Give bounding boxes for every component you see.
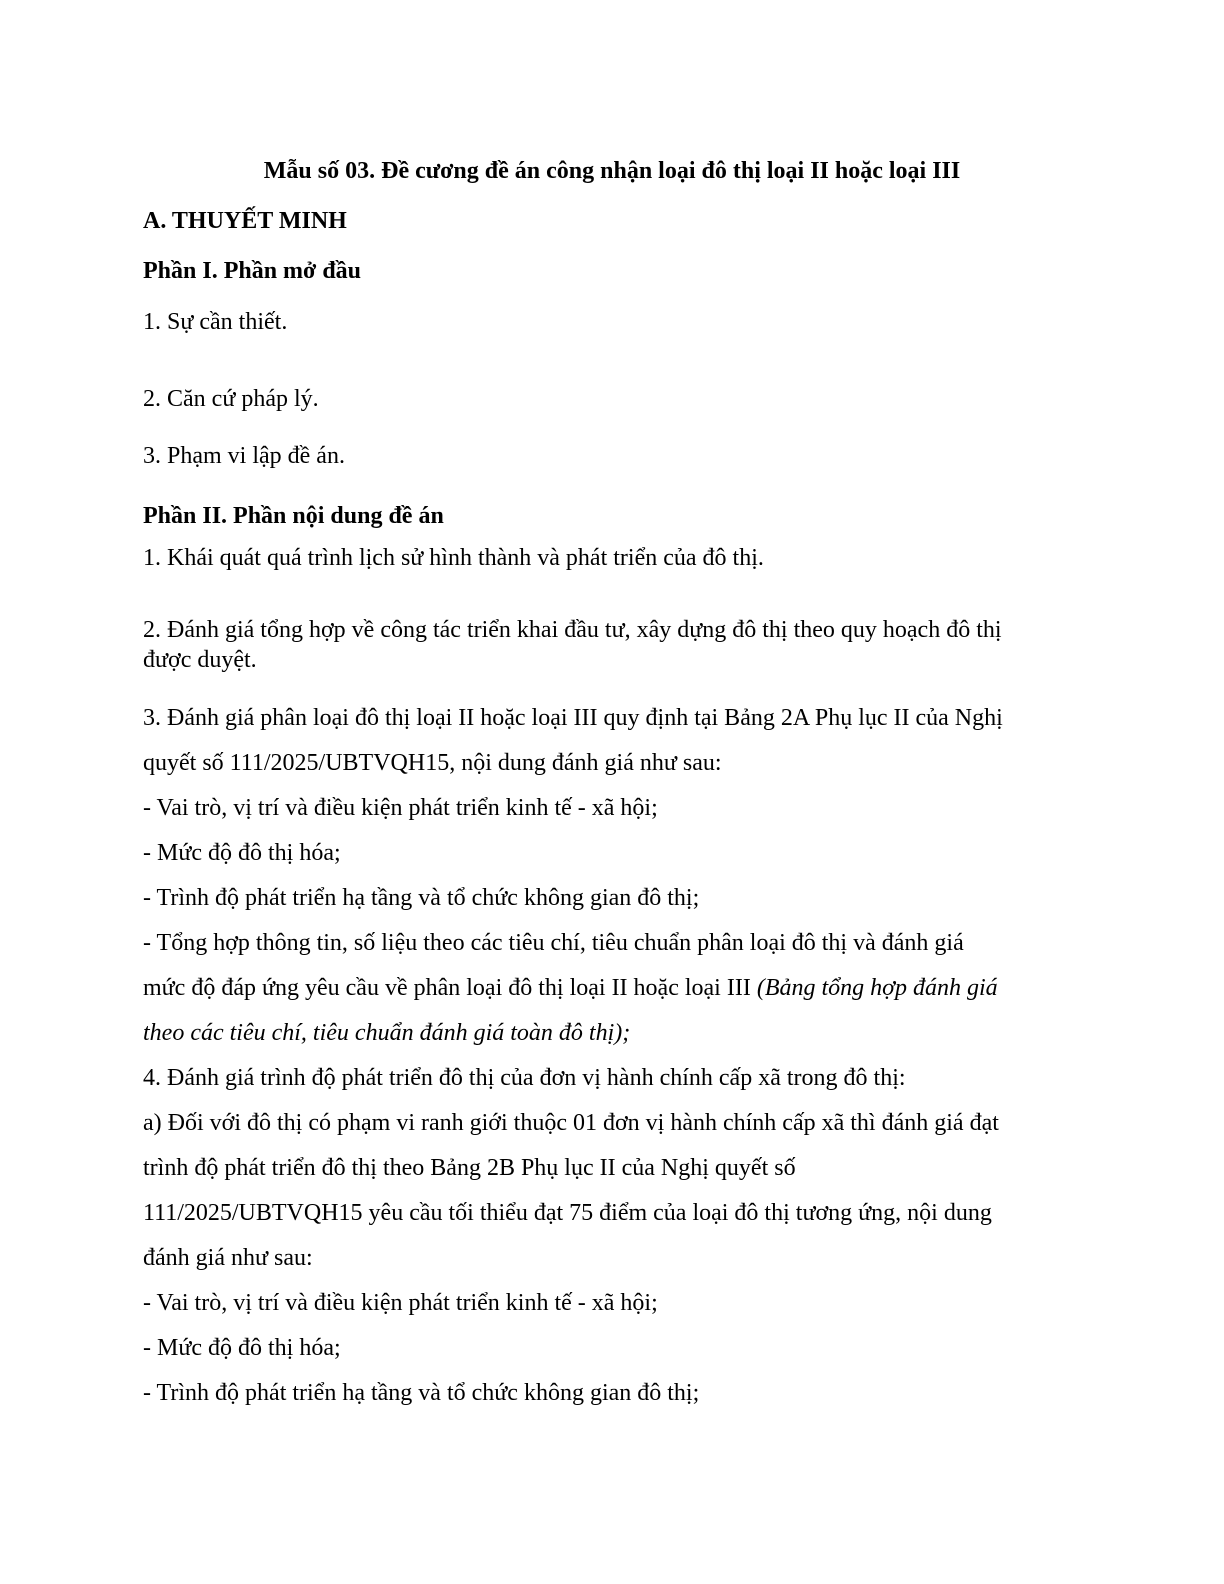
- part2-item4a-line2: trình độ phát triển đô thị theo Bảng 2B Phụ lục II của Nghị quyết số: [143, 1155, 796, 1181]
- part2-item4a-line1: a) Đối với đô thị có phạm vi ranh giới thuộc 01 đơn vị hành chính cấp xã thì đánh giá đạt: [143, 1110, 999, 1136]
- document-title: Mẫu số 03. Đề cương đề án công nhận loại đô thị loại II hoặc loại III: [263, 158, 961, 184]
- part2-item4a-bullet2: - Mức độ đô thị hóa;: [143, 1335, 341, 1361]
- part2-item3-bullet4-line2: [143, 974, 998, 1002]
- bullet4-line2-text: mức độ đáp ứng yêu cầu về phân loại đô thị loại II hoặc loại III: [143, 975, 757, 1001]
- part2-item2-line1: 2. Đánh giá tổng hợp về công tác triển khai đầu tư, xây dựng đô thị theo quy hoạch đô thị: [143, 617, 1002, 643]
- part1-heading: Phần I. Phần mở đầu: [143, 258, 362, 284]
- section-a-heading: A. THUYẾT MINH: [143, 208, 347, 234]
- part2-item4: 4. Đánh giá trình độ phát triển đô thị của đơn vị hành chính cấp xã trong đô thị:: [143, 1065, 906, 1091]
- part2-item4a-line3: 111/2025/UBTVQH15 yêu cầu tối thiểu đạt 75 điểm của loại đô thị tương ứng, nội dung: [143, 1200, 992, 1226]
- part1-item3: 3. Phạm vi lập đề án.: [143, 443, 345, 469]
- part1-item1: 1. Sự cần thiết.: [143, 309, 288, 335]
- part2-heading: Phần II. Phần nội dung đề án: [143, 503, 444, 529]
- bullet4-line2-italic-note: (Bảng tổng hợp đánh giá: [756, 975, 998, 1001]
- part2-item3-bullet2: - Mức độ đô thị hóa;: [143, 840, 341, 866]
- part2-item4a-bullet1: - Vai trò, vị trí và điều kiện phát triển kinh tế - xã hội;: [143, 1290, 658, 1316]
- part2-item3-bullet4-line3: theo các tiêu chí, tiêu chuẩn đánh giá toàn đô thị);: [143, 1020, 631, 1046]
- part2-item2-line2: được duyệt.: [143, 647, 257, 673]
- part2-item1: 1. Khái quát quá trình lịch sử hình thành và phát triển của đô thị.: [143, 545, 764, 571]
- part2-item3-bullet4-line1: - Tổng hợp thông tin, số liệu theo các tiêu chí, tiêu chuẩn phân loại đô thị và đánh giá: [143, 930, 964, 956]
- part2-item3-bullet1: - Vai trò, vị trí và điều kiện phát triển kinh tế - xã hội;: [143, 795, 658, 821]
- part2-item4a-line4: đánh giá như sau:: [143, 1245, 313, 1271]
- part2-item3-line1: 3. Đánh giá phân loại đô thị loại II hoặc loại III quy định tại Bảng 2A Phụ lục II của Nghị: [143, 705, 1003, 731]
- part2-item4a-bullet3: - Trình độ phát triển hạ tầng và tổ chức không gian đô thị;: [143, 1380, 700, 1406]
- part1-item2: 2. Căn cứ pháp lý.: [143, 386, 319, 412]
- part2-item3-bullet3: - Trình độ phát triển hạ tầng và tổ chức không gian đô thị;: [143, 885, 700, 911]
- part2-item3-line2: quyết số 111/2025/UBTVQH15, nội dung đánh giá như sau:: [143, 750, 722, 776]
